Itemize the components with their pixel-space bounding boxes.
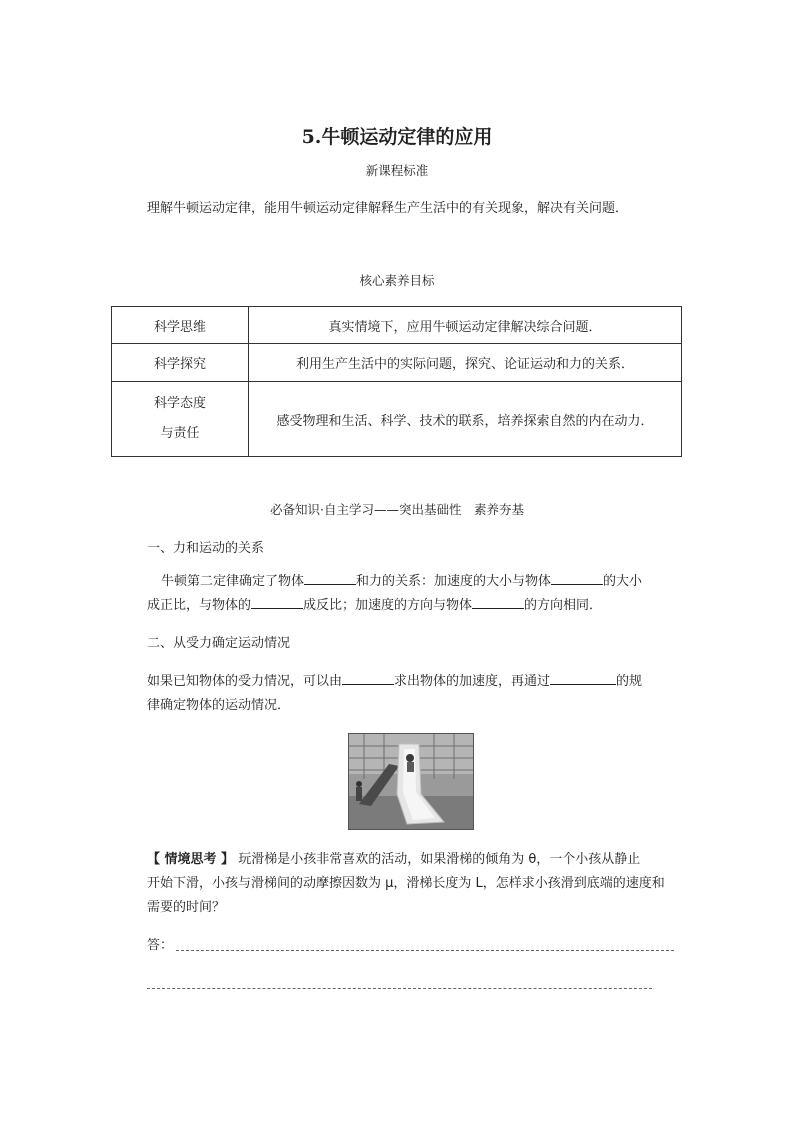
fill-blank[interactable] bbox=[550, 670, 616, 685]
section2-text: 的规 bbox=[616, 674, 643, 689]
slide-photo-drawing bbox=[349, 734, 473, 829]
section1-text: 的大小 bbox=[603, 574, 643, 589]
section1-text: 的方向相同． bbox=[524, 598, 603, 613]
page-title: 5.牛顿运动定律的应用 bbox=[301, 126, 493, 148]
goal-key-multiline bbox=[112, 382, 249, 457]
section1-line1 bbox=[161, 570, 721, 594]
fill-blank[interactable] bbox=[551, 570, 603, 585]
section2-text: 如果已知物体的受力情况，可以由 bbox=[147, 674, 343, 689]
thinking-line1 bbox=[147, 848, 707, 872]
fill-blank[interactable] bbox=[251, 594, 303, 609]
table-row bbox=[112, 344, 682, 382]
goal-key-line1: 科学态度 bbox=[153, 396, 206, 411]
goal-key: 科学思维 bbox=[112, 307, 249, 344]
section1-title: 一、力和运动的关系 bbox=[147, 541, 265, 556]
section1-text: 成正比，与物体的 bbox=[147, 598, 252, 613]
fill-blank[interactable] bbox=[342, 670, 394, 685]
knowledge-heading: 必备知识·自主学习——突出基础性 素养夯基 bbox=[270, 502, 524, 517]
thinking-text: 玩滑梯是小孩非常喜欢的活动，如果滑梯的倾角为 θ，一个小孩从静止 bbox=[238, 852, 641, 867]
section1-text: 和力的关系：加速度的大小与物体 bbox=[356, 574, 552, 589]
answer-line[interactable] bbox=[176, 950, 674, 951]
thinking-line2: 开始下滑，小孩与滑梯间的动摩擦因数为 μ，滑梯长度为 L，怎样求小孩滑到底端的速度和 bbox=[147, 876, 665, 891]
goal-value: 利用生产生活中的实际问题，探究、论证运动和力的关系． bbox=[249, 344, 682, 382]
standard-heading: 新课程标准 bbox=[365, 163, 429, 178]
section2-title: 二、从受力确定运动情况 bbox=[147, 636, 291, 651]
table-row bbox=[112, 382, 682, 457]
standard-text: 理解牛顿运动定律，能用牛顿运动定律解释生产生活中的有关现象，解决有关问题． bbox=[147, 201, 629, 216]
section2-text: 求出物体的加速度，再通过 bbox=[394, 674, 551, 689]
thinking-line3: 需要的时间？ bbox=[147, 900, 226, 915]
thinking-label: 【 情境思考 】 bbox=[147, 852, 235, 867]
section2-line2: 律确定物体的运动情况． bbox=[147, 698, 291, 713]
fill-blank[interactable] bbox=[304, 570, 356, 585]
section1-line2 bbox=[147, 594, 707, 618]
answer-line[interactable] bbox=[147, 988, 652, 989]
table-row bbox=[112, 307, 682, 344]
goal-value: 真实情境下，应用牛顿运动定律解决综合问题． bbox=[249, 307, 682, 344]
core-goals-table bbox=[111, 306, 682, 457]
fill-blank[interactable] bbox=[472, 594, 524, 609]
answer-label: 答： bbox=[147, 938, 174, 953]
section1-text: 牛顿第二定律确定了物体 bbox=[161, 574, 305, 589]
goal-key: 科学探究 bbox=[112, 344, 249, 382]
core-goals-heading: 核心素养目标 bbox=[359, 273, 435, 288]
section1-text: 成反比；加速度的方向与物体 bbox=[303, 598, 473, 613]
section2-line1 bbox=[147, 670, 707, 694]
goal-key-line2: 与责任 bbox=[160, 426, 200, 441]
goal-value: 感受物理和生活、科学、技术的联系，培养探索自然的内在动力． bbox=[249, 382, 682, 457]
slide-photo bbox=[348, 733, 474, 830]
